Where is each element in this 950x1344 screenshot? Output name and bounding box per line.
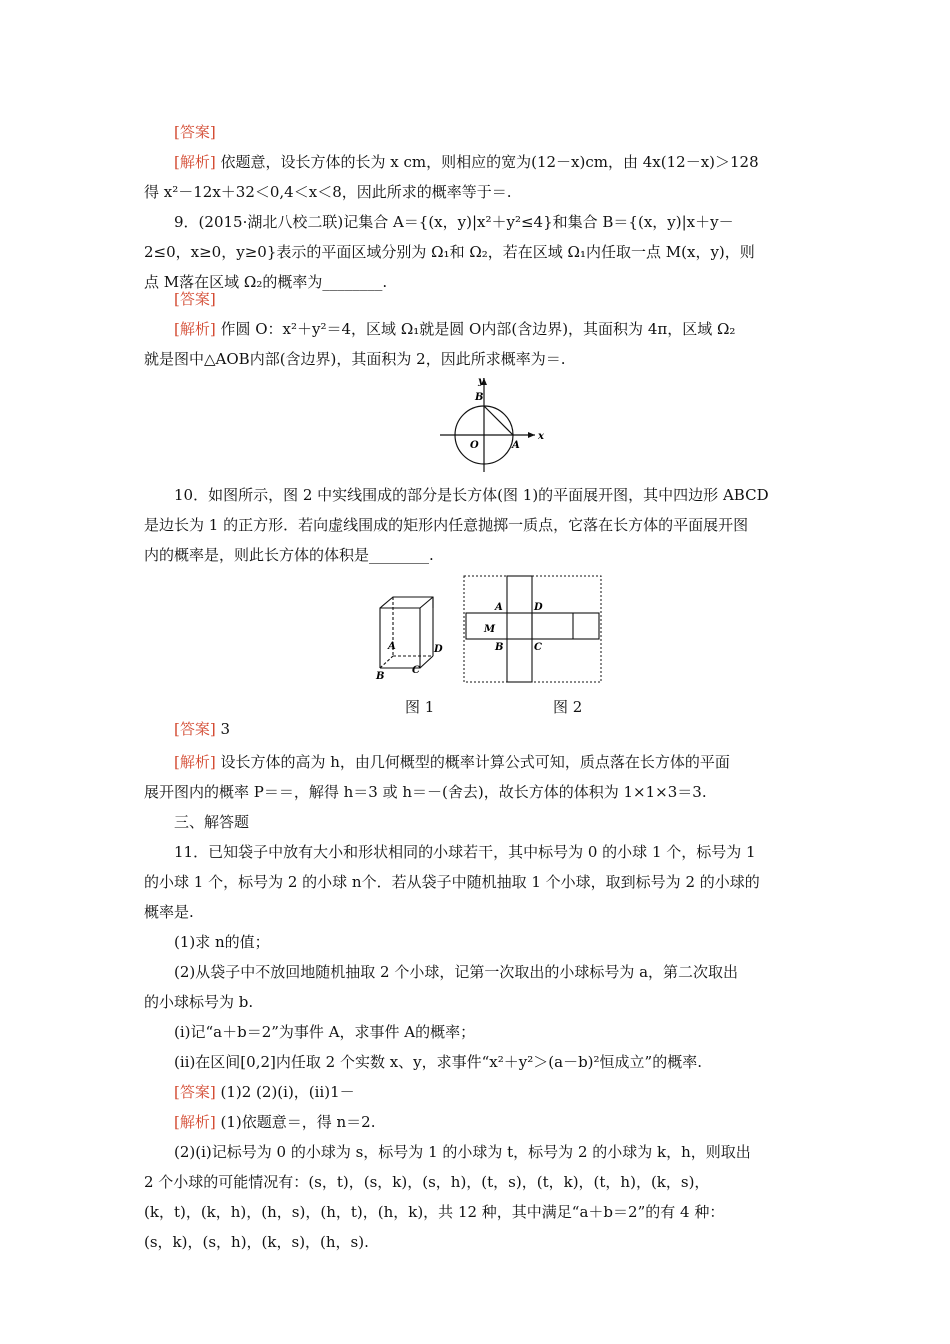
line-22: (ⅰ)记“a＋b＝2”为事件 A，求事件 A的概率； (174, 1023, 476, 1041)
point-b-label: B (475, 392, 484, 403)
net-m-label: M (484, 624, 496, 635)
answer-tag: [答案] (174, 290, 216, 308)
x-axis-label: x (538, 431, 544, 442)
line-17: 的小球 1 个，标号为 2 的小球 n个．若从袋子中随机抽取 1 个小球，取到标号为 2 的小球的 (144, 873, 760, 891)
cuboid-d-label: D (434, 644, 443, 655)
line-5: 点 M落在区域 Ω₂的概率为________. (144, 273, 388, 291)
line-29: (s，k)，(s，h)，(k，s)，(h，s). (144, 1233, 369, 1251)
line-20: (2)从袋子中不放回地随机抽取 2 个小球，记第一次取出的小球标号为 a，第二次取出 (174, 963, 739, 981)
line-8: 就是图中△AOB内部(含边界)，其面积为 2，因此所求概率为＝. (144, 350, 566, 368)
line-7: [解析] 作圆 O：x²＋y²＝4，区域 Ω₁就是圆 O内部(含边界)，其面积为 4π，区域 Ω₂ (174, 320, 736, 338)
line-19: (1)求 n的值； (174, 933, 270, 951)
line-25: [解析] (1)依题意＝，得 n＝2. (174, 1113, 376, 1131)
line-18: 概率是. (144, 903, 194, 921)
line-2: 得 x²－12x＋32＜0,4＜x＜8，因此所求的概率等于＝. (144, 183, 512, 201)
answer-tag: [答案] (174, 720, 216, 738)
answer-tag: [答案] (174, 123, 216, 141)
answer-tag: [答案] (174, 1083, 216, 1101)
figure-2-caption: 图 2 (553, 698, 583, 716)
line-1: [解析] 依题意，设长方体的长为 x cm，则相应的宽为(12－x)cm，由 4x(12－x)＞128 (174, 153, 759, 171)
net-c-label: C (534, 642, 542, 653)
line-3: 9．(2015·湖北八校二联)记集合 A＝{(x，y)|x²＋y²≤4}和集合 B＝{(x，y)|x＋y－ (174, 213, 734, 231)
line-11: 内的概率是，则此长方体的体积是________. (144, 546, 434, 564)
line-12: [答案] 3 (174, 720, 231, 738)
line-10: 是边长为 1 的正方形．若向虚线围成的矩形内任意抛掷一质点，它落在长方体的平面展开图 (144, 516, 749, 534)
net-a-label: A (495, 602, 503, 613)
cuboid-c-label: C (412, 665, 420, 676)
line-27: 2 个小球的可能情况有：(s，t)，(s，k)，(s，h)，(t，s)，(t，k)，(t，h)，(k，s)， (144, 1173, 710, 1191)
line-23: (ⅱ)在区间[0,2]内任取 2 个实数 x、y，求事件“x²＋y²＞(a－b)²恒成立”的概率. (174, 1053, 702, 1071)
net-figure (462, 573, 604, 685)
cuboid-b-label: B (376, 671, 385, 682)
line-21: 的小球标号为 b. (144, 993, 254, 1011)
line-15: 三、解答题 (174, 813, 250, 831)
line-14: 展开图内的概率 P＝＝，解得 h＝3 或 h＝－(舍去)，故长方体的体积为 1×1×3＝3. (144, 783, 707, 801)
circle-figure (440, 372, 550, 472)
y-axis-label: y (478, 376, 484, 387)
line-4: 2≤0，x≥0，y≥0}表示的平面区域分别为 Ω₁和 Ω₂，若在区域 Ω₁内任取一点 M(x，y)，则 (144, 243, 755, 261)
line-28: (k，t)，(k，h)，(h，s)，(h，t)，(h，k)，共 12 种，其中满足“a＋b＝2”的有 4 种： (144, 1203, 725, 1221)
line-24: [答案] (1)2 (2)(ⅰ)，(ⅱ)1－ (174, 1083, 355, 1101)
analysis-tag: [解析] (174, 320, 216, 338)
line-13: [解析] 设长方体的高为 h，由几何概型的概率计算公式可知，质点落在长方体的平面 (174, 753, 730, 771)
line-6 (174, 289, 216, 309)
line-26: (2)(ⅰ)记标号为 0 的小球为 s，标号为 1 的小球为 t，标号为 2 的小球为 k，h，则取出 (174, 1143, 751, 1161)
line-0 (174, 122, 216, 142)
net-d-label: D (534, 602, 543, 613)
line-9: 10．如图所示，图 2 中实线围成的部分是长方体(图 1)的平面展开图，其中四边形 ABCD (174, 486, 769, 504)
cuboid-a-label: A (388, 641, 396, 652)
cuboid-figure (370, 590, 450, 685)
net-b-label: B (495, 642, 504, 653)
point-o-label: O (470, 440, 479, 451)
point-a-label: A (512, 440, 520, 451)
analysis-tag: [解析] (174, 1113, 216, 1131)
figure-1-caption: 图 1 (405, 698, 435, 716)
analysis-tag: [解析] (174, 153, 216, 171)
analysis-tag: [解析] (174, 753, 216, 771)
line-16: 11．已知袋子中放有大小和形状相同的小球若干，其中标号为 0 的小球 1 个，标号为 1 (174, 843, 756, 861)
